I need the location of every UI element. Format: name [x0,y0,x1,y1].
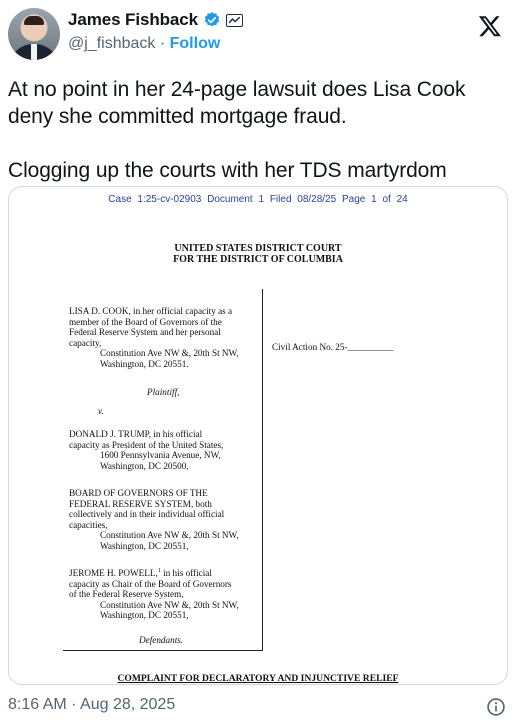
caption-line: Constitution Ave NW &, 20th St NW, [100,530,239,541]
defendant-board-block [69,488,259,552]
defendant-trump-block [69,429,259,471]
plaintiff-block [69,306,259,370]
caption-line: 1600 Pennsylvania Avenue, NW, [100,450,221,461]
media-image[interactable] [8,186,508,685]
affiliation-badge-icon[interactable] [226,14,243,27]
tweet-timestamp[interactable]: 8:16 AM · Aug 28, 2025 [8,696,176,713]
document-number: Document 1 [207,194,265,205]
author-name[interactable]: James Fishback [68,10,198,29]
caption-line: Washington, DC 20551. [100,358,189,369]
caption-line: capacities, [69,519,108,530]
caption-line [69,566,259,579]
author-name-row [68,10,243,30]
lawsuit-document [9,187,507,684]
footnote-marker: 1 [157,568,161,574]
court-name [9,243,507,265]
caption-line: BOARD OF GOVERNORS OF THE [69,488,208,498]
caption-line: capacity as President of the United States, [69,439,224,450]
handle-row [68,35,220,53]
info-icon[interactable] [486,697,506,717]
defendants-role: Defendants. [139,635,184,645]
caption-line: LISA D. COOK, in her official capacity as a [69,306,233,316]
caption-line: DONALD J. TRUMP, in his official [69,429,203,439]
caption-text: in his official [160,568,212,579]
document-header [9,194,507,205]
author-handle[interactable]: @j_fishback [68,35,156,52]
caption-line: Constitution Ave NW &, 20th St NW, [100,348,239,359]
caption-text: JEROME H. POWELL, [69,568,158,579]
complaint-title: COMPLAINT FOR DECLARATORY AND INJUNCTIVE RELIEF [117,673,399,684]
caption-line: collectively and in their individual official [69,509,225,520]
versus: v. [98,406,104,416]
caption-line: Washington, DC 20551, [100,540,189,551]
caption-line: Washington, DC 20551, [100,610,189,621]
plaintiff-role: Plaintiff, [147,387,180,397]
avatar[interactable] [8,8,60,60]
handle-separator: · [159,35,166,52]
civil-action-number: Civil Action No. 25-__________ [272,342,394,352]
court-line: UNITED STATES DISTRICT COURT [174,243,342,254]
caption-line: Washington, DC 20500, [100,460,189,471]
avatar-shirt [31,44,37,60]
follow-button[interactable]: Follow [169,35,221,52]
court-line: FOR THE DISTRICT OF COLUMBIA [173,254,343,265]
page-number: Page 1 of 24 [342,194,408,205]
caption-line: FEDERAL RESERVE SYSTEM, both [69,498,212,509]
caption-line: capacity, [69,337,102,348]
caption-line: member of the Board of Governors of the [69,316,222,327]
caption-line: Federal Reserve System and her personal [69,327,221,338]
defendant-powell-block [69,566,259,621]
verified-badge-icon [203,11,221,29]
caption-line: of the Federal Reserve System, [69,589,184,600]
tweet-paragraph: At no point in her 24-page lawsuit does Lisa Cook deny she committed mortgage fraud. [8,78,466,128]
tweet-text [8,76,508,184]
case-number: Case 1:25-cv-02903 [108,194,202,205]
caption-line: capacity as Chair of the Board of Governors [69,578,232,589]
caption-line: Constitution Ave NW &, 20th St NW, [100,599,239,610]
filed-date: Filed 08/28/25 [269,194,337,205]
tweet-paragraph: Clogging up the courts with her TDS martyrdom [8,159,447,182]
avatar-hair [24,16,44,25]
x-logo-icon[interactable] [478,14,502,38]
